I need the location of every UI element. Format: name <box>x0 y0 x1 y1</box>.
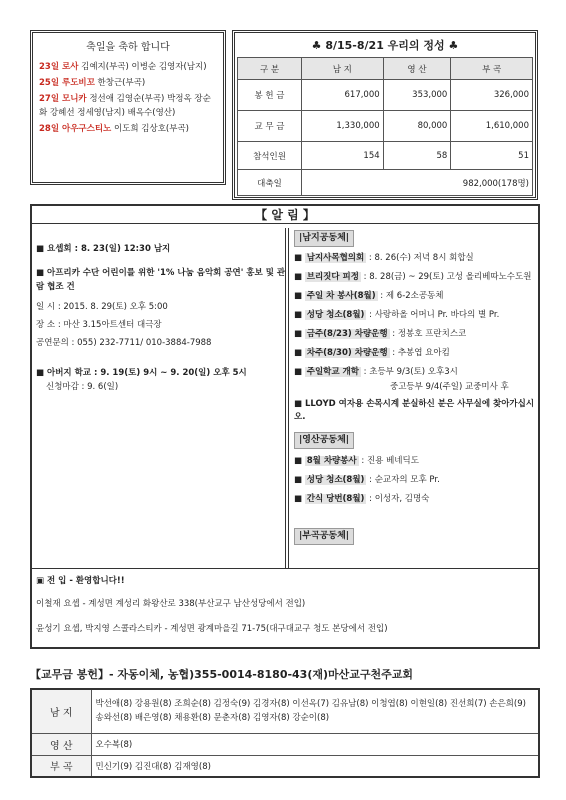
column-divider <box>285 228 286 568</box>
cell: 58 <box>383 142 451 170</box>
cell: 326,000 <box>451 80 533 111</box>
notice-detail: 장 소 : 마산 3.15아트센터 대극장 <box>36 320 162 330</box>
row-label: 남 지 <box>31 689 91 733</box>
offering-title: ♣ 8/15-8/21 우리의 정성 ♣ <box>311 39 459 52</box>
cell: 982,000(178명) <box>302 170 533 196</box>
table-header: 남 지 <box>302 58 384 80</box>
table-row <box>238 58 533 80</box>
row-label: 부 곡 <box>31 755 91 777</box>
transfer-line: 윤성기 요셉, 박지영 스콜라스티카 - 계성면 광계마을길 71-75(대구대교구 청도 본당에서 전입) <box>36 624 388 634</box>
list-item: ■ 차주(8/30) 차량운행 : 추봉엽 요아킴 <box>294 348 450 358</box>
notice-title: 【 알 림 】 <box>32 206 538 224</box>
list-item: ■ 브리짓다 피정 : 8. 28(금) ~ 29(토) 고성 올리베따노수도원 <box>294 272 532 282</box>
list-item: ■ 주일 차 봉사(8월) : 제 6-2소공동체 <box>294 291 444 301</box>
row-label: 참석인원 <box>238 142 302 170</box>
feast-entry: 27일 모니카 정선애 김영순(부곡) 박정옥 장순화 강혜선 정세영(남지) 배옥수(영산) <box>39 94 211 118</box>
dues-title: 【교무금 봉헌】- 자동이체, 농협)355-0014-8180-43(재)마산교구천주교회 <box>30 668 414 681</box>
feast-box <box>30 30 226 185</box>
table-row <box>31 689 539 733</box>
list-item: ■ 주일학교 개학 : 초등부 9/3(토) 오후3시 <box>294 367 458 377</box>
row-label: 봉 헌 금 <box>238 80 302 111</box>
table-header: 영 산 <box>383 58 451 80</box>
list-item: ■ 성당 청소(8월) : 순교자의 모후 Pr. <box>294 475 440 485</box>
table-row <box>238 80 533 111</box>
list-item: ■ 남지사목협의회 : 8. 26(수) 저녁 8시 회합실 <box>294 253 474 263</box>
column-divider <box>288 228 289 568</box>
section-heading: |남지공동체| <box>294 230 354 247</box>
cell: 80,000 <box>383 111 451 142</box>
row-label: 영 산 <box>31 733 91 755</box>
cell: 617,000 <box>302 80 384 111</box>
cell: 154 <box>302 142 384 170</box>
notice-detail: 일 시 : 2015. 8. 29(토) 오후 5:00 <box>36 302 168 312</box>
notice-right <box>294 230 538 545</box>
list-item-detail: 중고등부 9/4(주일) 교중미사 후 <box>390 382 509 392</box>
table-header: 부 곡 <box>451 58 533 80</box>
section-wrap <box>294 528 538 545</box>
table-row <box>238 111 533 142</box>
dues-table <box>30 688 540 778</box>
offering-box <box>232 30 538 200</box>
cell: 353,000 <box>383 80 451 111</box>
table-row <box>31 755 539 777</box>
cell: 1,610,000 <box>451 111 533 142</box>
notice-item: ■ 요셉회 : 8. 23(일) 12:30 남지 <box>36 244 171 254</box>
notice-box <box>30 204 540 649</box>
section-heading: |영산공동체| <box>294 432 354 449</box>
section-wrap <box>294 432 538 449</box>
list-item: ■ 성당 청소(8월) : 사랑하올 어머니 Pr. 바다의 별 Pr. <box>294 310 500 320</box>
cell: 1,330,000 <box>302 111 384 142</box>
notice-detail: 공연문의 : 055) 232-7711/ 010-3884-7988 <box>36 338 212 348</box>
notice-item: ■ 아버지 학교 : 9. 19(토) 9시 ~ 9. 20(일) 오후 5시 <box>36 368 247 378</box>
notice-item: ■ 아프리카 수단 어린이를 위한 '1% 나눔 음악회 공연' 홍보 및 관람 협조 건 <box>36 268 286 292</box>
feast-title: 축일을 축하 합니다 <box>86 42 170 53</box>
row-label: 교 무 금 <box>238 111 302 142</box>
feast-entry: 25일 루도비꼬 한창근(부곡) <box>39 78 146 88</box>
feast-entry: 23일 로사 김예지(부곡) 이병순 김영자(남지) <box>39 62 207 72</box>
transfer-area <box>32 568 538 647</box>
transfer-title: ▣ 전 입 - 환영합니다!! <box>36 576 125 586</box>
list-item: ■ LLOYD 여자용 손목시계 분실하신 분은 사무실에 찾아가십시오. <box>294 399 535 422</box>
cell: 51 <box>451 142 533 170</box>
row-label: 대축일 <box>238 170 302 196</box>
table-row <box>31 733 539 755</box>
list-item: ■ 8월 차량봉사 : 진용 베네딕도 <box>294 456 419 466</box>
feast-entry: 28일 아우구스티노 이도희 김상호(부곡) <box>39 124 189 134</box>
table-header: 구 분 <box>238 58 302 80</box>
cell: 오수복(8) <box>91 733 539 755</box>
list-item: ■ 간식 당번(8월) : 이성자, 김명숙 <box>294 494 430 504</box>
table-row <box>238 170 533 196</box>
offering-table <box>237 57 533 196</box>
section-heading: |부곡공동체| <box>294 528 354 545</box>
list-item: ■ 금주(8/23) 차량운행 : 정봉호 프란치스코 <box>294 329 467 339</box>
cell: 박선애(8) 강용원(8) 조희순(8) 김정숙(9) 김경자(8) 이선옥(7) 김유남(8) 이청엽(8) 이현일(8) 진선희(7) 손은희(9) 송와선(8) 배은영(8) 채용환(8) 문춘자(8) 김영자(8) 강순이(8) <box>91 689 539 733</box>
table-row <box>238 142 533 170</box>
notice-detail: 신청마감 : 9. 6(일) <box>46 382 119 392</box>
cell: 민신기(9) 김진대(8) 김재영(8) <box>91 755 539 777</box>
transfer-line: 이철재 요셉 - 계성면 계성리 화왕산로 338(부산교구 남산성당에서 전입) <box>36 599 306 609</box>
notice-left <box>36 232 286 394</box>
